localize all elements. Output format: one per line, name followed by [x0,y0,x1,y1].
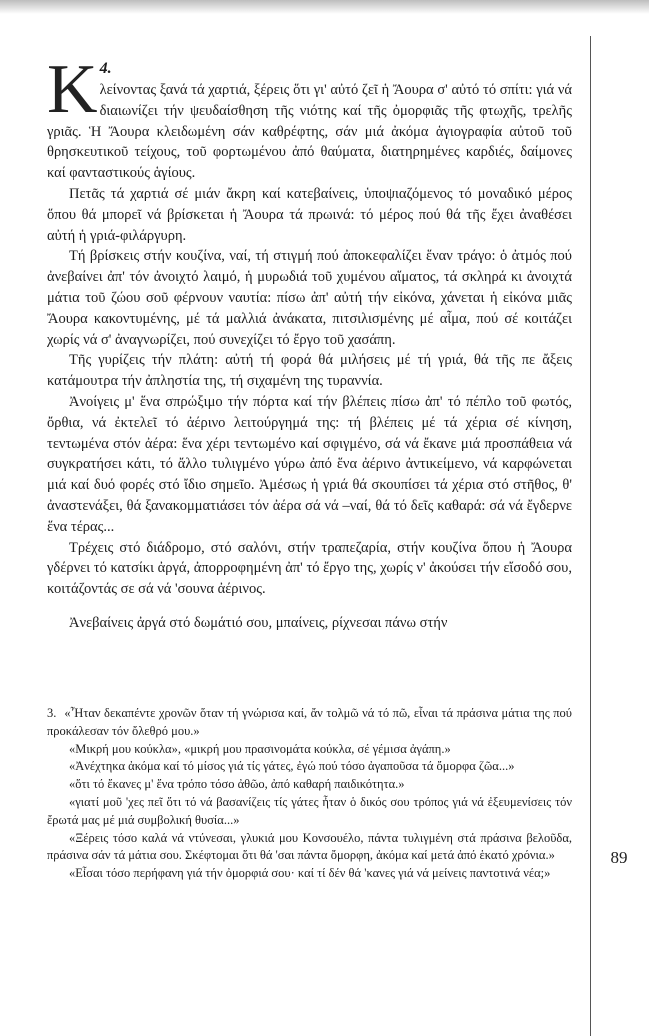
paragraph: Τῆς γυρίζεις τήν πλάτη: αὐτή τή φορά θά μιλήσεις μέ τή γριά, θά τῆς πε ἄξεις κατάμουτρα τήν ἀπληστία της, τή σιχαμένη της τυραννία. [47,352,572,390]
page-number: 89 [610,848,628,867]
footnote: «Εἶσαι τόσο περήφανη γιά τήν ὀμορφιά σου· καί τί δέν θά 'κανες γιά νά μείνεις παντοτινά νέα;» [69,866,551,881]
scan-top-shadow [0,0,649,14]
footnote: «γιατί μοῦ 'χες πεῖ ὅτι τό νά βασανίζεις τίς γάτες ἦταν ὁ δικός σου τρόπος γιά νά ἐξευμενίσεις τόν ἔρωτά μας μέ μιά συμβολική θυσία...» [47,794,572,827]
page-margin-rule [590,36,591,1036]
footnote: «Ἀνέχτηκα ἀκόμα καί τό μίσος γιά τίς γάτες, ἐγώ πού τόσο ἀγαποῦσα τά ὄμορφα ζῶα...» [69,759,515,774]
footnote: «ὅτι τό ἔκανες μ' ἕνα τρόπο τόσο ἀθῶο, ἀπό καθαρή παιδικότητα.» [69,777,405,792]
paragraph: Τρέχεις στό διάδρομο, στό σαλόνι, στήν τραπεζαρία, στήν κουζίνα ὅπου ἡ Ἄουρα γδέρνει τό κατσίκι ἀργά, ἀπορροφημένη ἀπ' τό ἔργο της, χωρίς ν' ἀκούσει τήν εἴσοδό σου, κοιτάζοντάς σε σά νά 'σουνα ἀέρινος. [47,539,572,598]
paragraph: Τή βρίσκεις στήν κουζίνα, ναί, τή στιγμή πού ἀποκεφαλίζει ἕναν τράγο: ὁ ἀτμός πού ἀνεβαίνει ἀπ' τόν ἀνοιχτό λαιμό, ἡ μυρωδιά τοῦ χυμένου αἵματος, τά σκληρά κι ἀνοιχτά μάτια τοῦ ζώου σοῦ φέρνουν ναυτία: πίσω ἀπ' αὐτή τήν εἰκόνα, χάνεται ἡ εἰκόνα μιᾶς Ἄουρα κακοντυμένης, μέ τά μαλλιά ἀνάκατα, πιτσιλισμένης μέ αἷμα, πού σέ κοιτάζει χωρίς νά σ' ἀναγνωρίζει, πού συνεχίζει τό ἔργο τοῦ χασάπη. [47,248,572,348]
opening-paragraph: λείνοντας ξανά τά χαρτιά, ξέρεις ὅτι γι' αὐτό ζεῖ ἡ Ἄουρα σ' αὐτό τό σπίτι: γιά νά διαιωνίζει τήν ψευδαίσθηση τῆς νιότης καί τῆς ὀμορφιᾶς τῆς φτωχῆς, τρελῆς γριᾶς. Ἡ Ἄουρα κλειδωμένη σάν καθρέφτης, σάν μιά ἀκόμα ἁγιογραφία αὐτοῦ τοῦ θρησκευτικοῦ τείχους, τοῦ φορτωμένου ἀπό θαύματα, διατηρημένες καρδιές, δαίμονες καί φανταστικούς ἁγίους. [47,82,572,182]
footnotes [47,705,572,883]
paragraph: Ἀνοίγεις μ' ἕνα σπρώξιμο τήν πόρτα καί τήν βλέπεις πίσω ἀπ' τό πέπλο τοῦ φωτός, ὄρθια, νά ἐκτελεῖ τό ἀέρινο λειτούργημά της: τή βλέπεις μέ τά χέρια σέ κίνηση, τεντωμένα στόν ἀέρα: ἕνα χέρι τεντωμένο καί σφιγμένο, σά νά ἔκανε μιά προσπάθεια νά συγκρατήσει κάτι, τό ἄλλο τυλιγμένο γύρω ἀπό ἕνα ἀέρινο ἀντικείμενο, νά καρφώνεται μιά καί δυό φορές στό ἴδιο σημεῖο. Ἀμέσως ἡ γριά θά σκουπίσει τά χέρια στό στῆθος, θ' ἀναστενάξει, θά ξανακομματιάσει τόν ἀέρα σά νά –ναί, θά τό δεῖς καθαρά: σά νά ἔγδερνε ἕνα τέρας... [47,393,572,535]
chapter-mark: 4. [99,60,112,77]
paragraph: Ἀνεβαίνεις ἀργά στό δωμάτιό σου, μπαίνεις, ρίχνεσαι πάνω στήν [69,614,448,631]
footnote-number: 3. [47,706,57,720]
main-text [47,51,572,634]
drop-cap: Κ [47,51,98,128]
footnote: «Ξέρεις τόσο καλά νά ντύνεσαι, γλυκιά μου Κονσουέλο, πάντα τυλιγμένη στά πράσινα βελοῦδα, πράσινα σάν τά μάτια σου. Σκέφτομαι ὅτι θά 'σαι πάντα ὄμορφη, ἀκόμα καί μετά ἀπό ἑκατό χρόνια.» [47,830,572,863]
paragraph: Πετᾶς τά χαρτιά σέ μιάν ἄκρη καί κατεβαίνεις, ὑποψιαζόμενος τό μοναδικό μέρος ὅπου θά μπορεῖ νά βρίσκεται ἡ Ἄουρα τά πρωινά: τό μέρος πού θά τῆς ἔχει ἀναθέσει αὐτή ἡ γριά-φιλάργυρη. [47,185,572,244]
footnote-text: «Ἦταν δεκαπέντε χρονῶν ὅταν τή γνώρισα καί, ἄν τολμῶ νά τό πῶ, εἶναι τά πράσινα μάτια της πού προκάλεσαν τόν ὄλεθρό μου.» [47,706,572,738]
footnote: «Μικρή μου κούκλα», «μικρή μου πρασινομάτα κούκλα, σέ γέμισα ἀγάπη.» [69,741,451,756]
footnote [47,705,572,741]
